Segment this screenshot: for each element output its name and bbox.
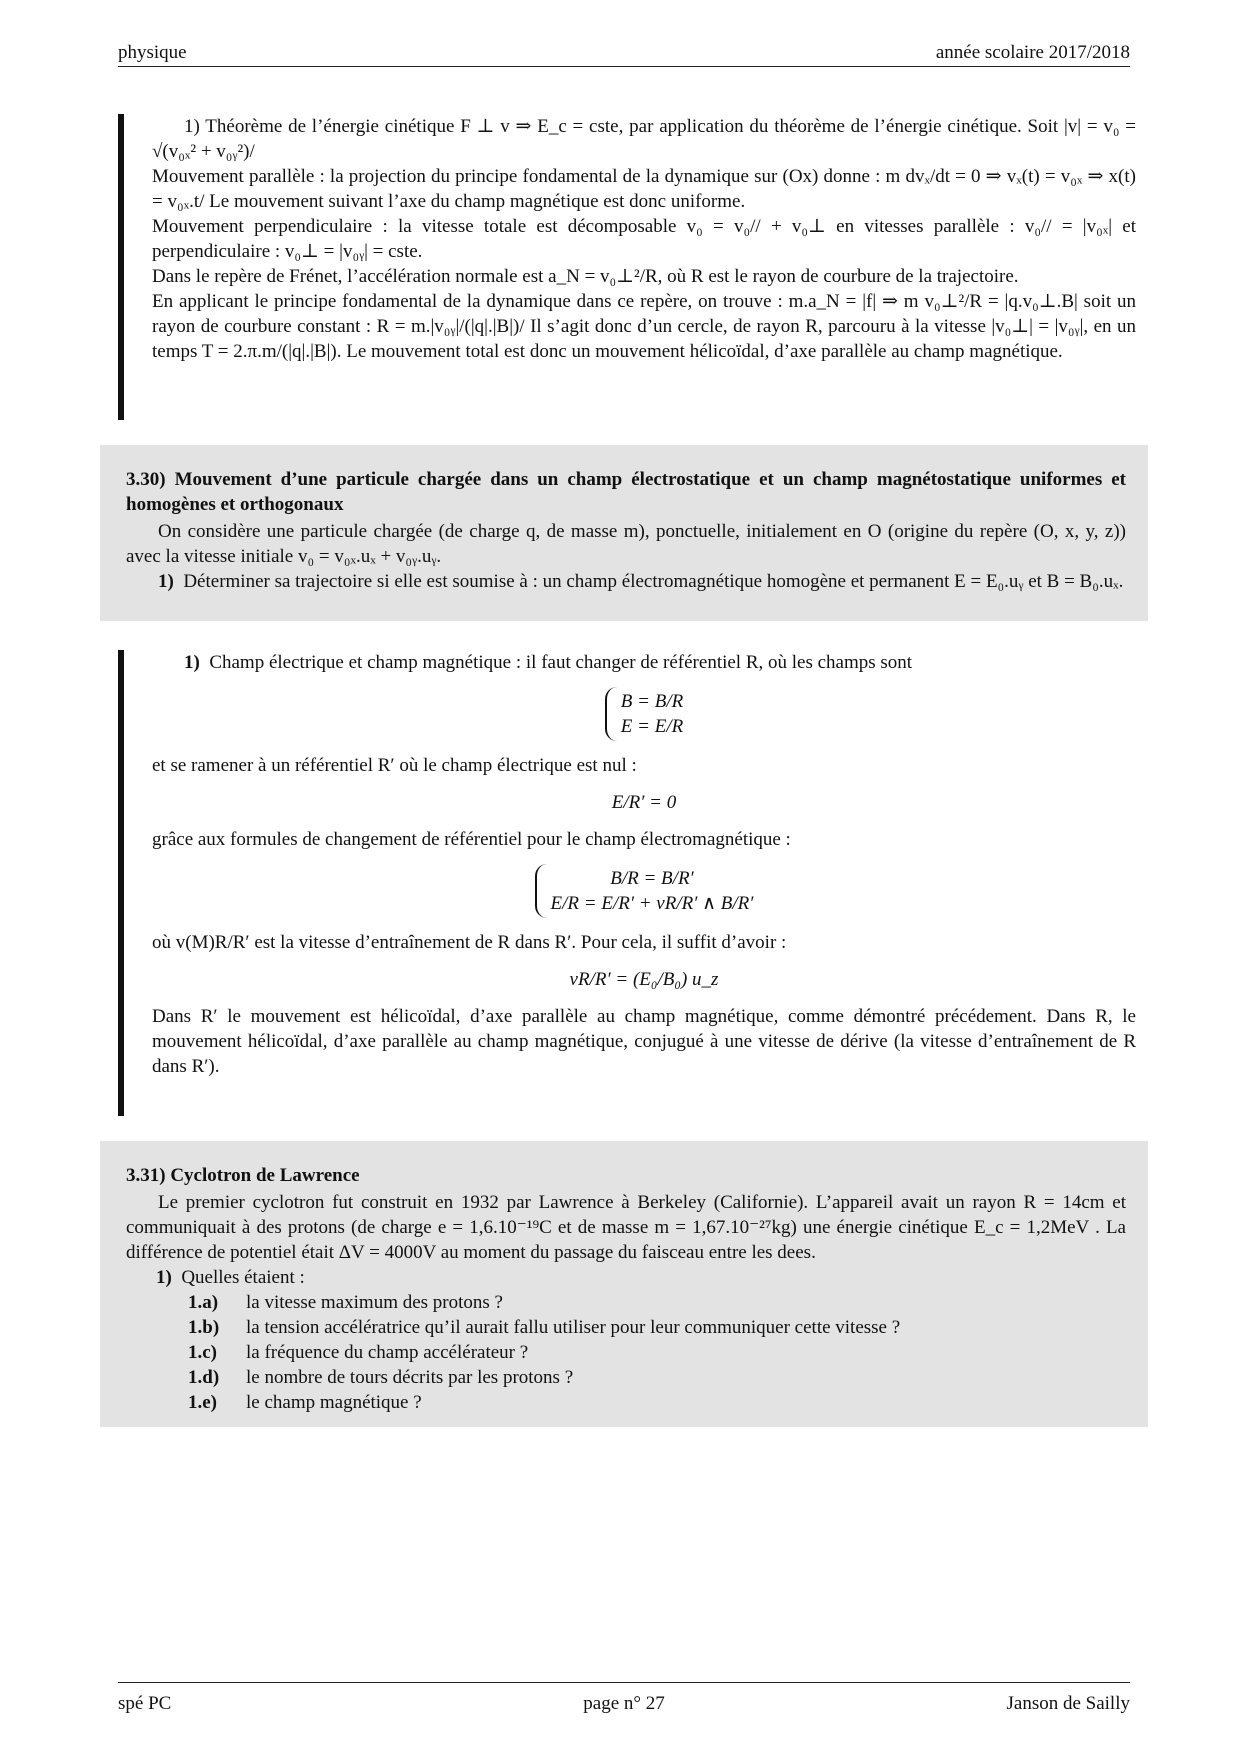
subquestion-text: le champ magnétique ? [246,1392,422,1413]
subquestion-1c [126,1340,1126,1365]
subquestion-1a [126,1290,1126,1315]
subquestion-text: la tension accélératrice qu’il aurait fallu utiliser pour leur communiquer cette vitesse ? [246,1317,901,1338]
subquestion-text: la fréquence du champ accélérateur ? [246,1342,529,1363]
question-text: Quelles étaient : [181,1267,305,1288]
subquestion-1e [126,1390,1126,1415]
subquestion-1d [126,1365,1126,1390]
question-number: 1) [158,571,174,592]
exercise-3-30-title: 3.30) Mouvement d’une particule chargée dans un champ électrostatique et un champ magnétostatique uniformes et homogènes et orthogonaux [126,469,1126,515]
system2-line2: E/R = E/R′ + vR/R′ ∧ B/R′ [550,893,754,914]
subquestion-number: 1.a) [188,1292,219,1313]
answer2-line4: où v(M)R/R′ est la vitesse d’entraînement de R dans R′. Pour cela, il suffit d’avoir : [152,932,787,953]
exercise-3-31 [100,1141,1148,1427]
exercise-3-30-question-1 [126,569,1126,594]
answer1-line1: 1) Théorème de l’énergie cinétique F ⊥ v ⇒ E_c = cste, par application du théorème de l’énergie cinétique. Soit |v| = v₀ = √(v₀ₓ² + v₀ᵧ²)/ [152,116,1136,162]
answer2-line3: grâce aux formules de changement de référentiel pour le champ électromagnétique : [152,829,791,850]
question-number: 1) [156,1267,172,1288]
system1-line2: E = E/R [620,716,684,737]
answer2-line2: et se ramener à un référentiel R′ où le champ électrique est nul : [152,755,637,776]
equation-drift-velocity: vR/R′ = (E₀/B₀) u_z [569,969,719,990]
answer2-line1-text: Champ électrique et champ magnétique : il faut changer de référentiel R, où les champs sont [209,652,913,673]
question-text: Déterminer sa trajectoire si elle est soumise à : un champ électromagnétique homogène et permanent E = E₀.uᵧ et B = B₀.uₓ. [183,571,1124,592]
subquestion-1b [126,1315,1126,1340]
subquestion-number: 1.d) [188,1367,220,1388]
answer1-line2: Mouvement parallèle : la projection du principe fondamental de la dynamique sur (Ox) donne : m dvₓ/dt = 0 ⇒ vₓ(t) = v₀ₓ ⇒ x(t) = v₀ₓ.t/ Le mouvement suivant l’axe du champ magnétique est donc uniforme. [152,166,1136,212]
subquestion-text: le nombre de tours décrits par les protons ? [246,1367,574,1388]
equation-system-2 [152,864,1136,918]
exercise-3-31-title: 3.31) Cyclotron de Lawrence [126,1165,360,1186]
exercise-3-30 [100,445,1148,621]
system1-line1: B = B/R [620,691,684,712]
footer-class: spé PC [118,1693,172,1714]
exercise-3-31-intro: Le premier cyclotron fut construit en 1932 par Lawrence à Berkeley (Californie). L’appareil avait un rayon R = 14cm et communiquait à des protons (de charge e = 1,6.10⁻¹⁹C et de masse m = 1,67.10⁻²⁷kg) une énergie cinétique E_c = 1,2MeV . La différence de potentiel était ΔV = 4000V au moment du passage du faisceau entre les dees. [126,1192,1126,1263]
subquestion-number: 1.e) [188,1392,218,1413]
answer1-line4: Dans le repère de Frénet, l’accélération normale est a_N = v₀⊥²/R, où R est le rayon de courbure de la trajectoire. [152,266,1019,287]
answer1-line3: Mouvement perpendiculaire : la vitesse totale est décomposable v₀ = v₀// + v₀⊥ en vitesses parallèle : v₀// = |v₀ₓ| et perpendiculaire : v₀⊥ = |v₀ᵧ| = cste. [152,216,1136,262]
subquestion-number: 1.b) [188,1317,220,1338]
subquestion-text: la vitesse maximum des protons ? [246,1292,503,1313]
answer-number: 1) [184,652,200,673]
exercise-3-31-question-1 [126,1265,1126,1290]
subquestion-number: 1.c) [188,1342,218,1363]
footer-page-number: page n° 27 [583,1693,665,1714]
answer-block-reference-change [118,650,1136,1116]
header-subject: physique [118,42,187,63]
exercise-3-30-intro: On considère une particule chargée (de charge q, de masse m), ponctuelle, initialement en O (origine du repère (O, x, y, z)) avec la vitesse initiale v₀ = v₀ₓ.uₓ + v₀ᵧ.uᵧ. [126,521,1126,567]
equation-system-1 [152,687,1136,741]
header-year: année scolaire 2017/2018 [935,42,1130,63]
page-footer [118,1682,1130,1723]
equation-electric-zero: E/R′ = 0 [611,792,677,813]
answer-block-helical [118,114,1136,420]
footer-school: Janson de Sailly [1006,1693,1130,1714]
answer1-line5: En applicant le principe fondamental de la dynamique dans ce repère, on trouve : m.a_N = |f| ⇒ m v₀⊥²/R = |q.v₀⊥.B| soit un rayon de courbure constant : R = m.|v₀ᵧ|/(|q|.|B|)/ Il s’agit donc d’un cercle, de rayon R, parcouru à la vitesse |v₀⊥| = |v₀ᵧ|, en un temps T = 2.π.m/(|q|.|B|). Le mouvement total est donc un mouvement hélicoïdal, d’axe parallèle au champ magnétique. [152,291,1136,362]
answer2-line5: Dans R′ le mouvement est hélicoïdal, d’axe parallèle au champ magnétique, comme démontré précédement. Dans R, le mouvement hélicoïdal, d’axe parallèle au champ magnétique, conjugué à une vitesse de dérive (la vitesse d’entraînement de R dans R′). [152,1006,1136,1077]
page-header [118,36,1130,67]
system2-line1: B/R = B/R′ [610,868,694,889]
answer2-line1 [152,650,1136,675]
